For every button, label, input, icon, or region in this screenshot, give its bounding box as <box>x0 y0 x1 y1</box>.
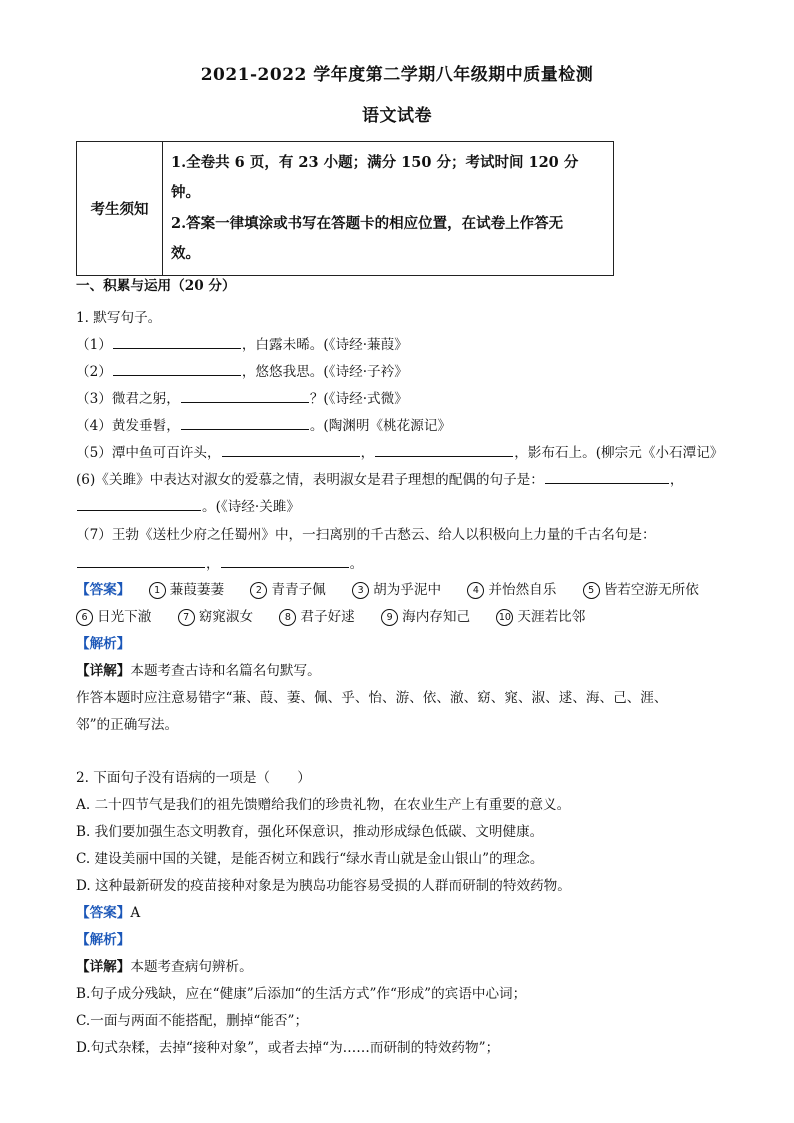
q1-l7b-mid: ， <box>206 556 220 572</box>
q1-l5-mid: ， <box>360 445 375 461</box>
answer-blank[interactable] <box>221 553 349 568</box>
q1-l2-text: ，悠悠我思。(《诗经·子衿》 <box>241 364 408 380</box>
circled-number-10: 10 <box>496 609 513 626</box>
notice-item-2b: 效。 <box>171 245 200 262</box>
answer-item-5: 5 皆若空游无所依 <box>583 582 699 598</box>
q1-line-1 <box>76 334 408 355</box>
q2-note-d: D.句式杂糅，去掉“接种对象”，或者去掉“为……而研制的特效药物”； <box>76 1040 500 1056</box>
answer-blank[interactable] <box>77 496 201 511</box>
answer-item-2: 2 青青子佩 <box>250 582 325 598</box>
q2-option-c: C. 建设美丽中国的关键，是能否树立和践行“绿水青山就是金山银山”的理念。 <box>76 851 544 867</box>
answer-item-4: 4 并怡然自乐 <box>467 582 556 598</box>
detail-text: 本题考查古诗和名篇名句默写。 <box>130 663 321 679</box>
q1-l6-text: ， <box>669 472 684 488</box>
circled-number-7: 7 <box>178 609 195 626</box>
q1-l1-num: （1） <box>76 337 112 353</box>
notice-table <box>76 141 614 276</box>
q1-l7b-text: 。 <box>349 556 364 572</box>
q2-analysis-label: 【解析】 <box>76 932 131 948</box>
answer-blank[interactable] <box>113 361 241 376</box>
q1-line-3 <box>76 388 408 409</box>
q2-stem: 2. 下面句子没有语病的一项是（ ） <box>76 770 311 786</box>
answer-item-3: 3 胡为乎泥中 <box>352 582 441 598</box>
q1-line-7b <box>76 553 363 574</box>
q1-l2-num: （2） <box>76 364 112 380</box>
q1-l3-text: ？(《诗经·式微》 <box>309 391 408 407</box>
q1-analysis-label: 【解析】 <box>76 636 131 652</box>
q1-l5-pre: （5）潭中鱼可百许头， <box>76 445 221 461</box>
circled-number-1: 1 <box>149 582 166 599</box>
notice-item-2a: 2.答案一律填涂或书写在答题卡的相应位置，在试卷上作答无 <box>171 214 564 232</box>
answer-blank[interactable] <box>113 334 241 349</box>
notice-item-1b: 钟。 <box>171 184 200 201</box>
q2-option-d: D. 这种最新研发的疫苗接种对象是为胰岛功能容易受损的人群而研制的特效药物。 <box>76 878 571 894</box>
q2-answer <box>76 903 140 923</box>
answer-item-6: 6 日光下澈 <box>76 609 151 625</box>
q2-note-c: C.一面与两面不能搭配，删掉“能否”； <box>76 1013 309 1029</box>
q2-answer-value: A <box>130 905 141 921</box>
q2-detail <box>76 957 253 977</box>
q1-l5-text: ，影布石上。(柳宗元《小石潭记》 <box>514 445 724 461</box>
notice-label: 考生须知 <box>77 142 163 276</box>
q1-line-6 <box>76 469 683 490</box>
answer-label: 【答案】 <box>76 582 131 598</box>
circled-number-9: 9 <box>381 609 398 626</box>
q1-l6-pre: (6)《关雎》中表达对淑女的爱慕之情，表明淑女是君子理想的配偶的句子是： <box>76 472 544 488</box>
exam-subtitle: 语文试卷 <box>362 106 432 126</box>
q1-l6b-text: 。(《诗经·关雎》 <box>202 499 300 515</box>
q1-l3-pre: （3）微君之躬， <box>76 391 180 407</box>
answer-blank[interactable] <box>181 388 309 403</box>
q1-l4-pre: （4）黄发垂髫， <box>76 418 180 434</box>
exam-title: 2021-2022 学年度第二学期八年级期中质量检测 <box>200 65 594 85</box>
answer-blank[interactable] <box>375 442 513 457</box>
answer-item-7: 7 窈窕淑女 <box>178 609 253 625</box>
answer-item-8: 8 君子好逑 <box>279 609 354 625</box>
answer-blank[interactable] <box>222 442 360 457</box>
answer-item-9: 9 海内存知己 <box>381 609 470 625</box>
q1-l4-text: 。(陶渊明《桃花源记》 <box>309 418 452 434</box>
q1-answer-row-1 <box>76 580 699 600</box>
answer-blank[interactable] <box>181 415 309 430</box>
q1-l1-text: ，白露未晞。(《诗经·蒹葭》 <box>241 337 408 353</box>
detail-label: 【详解】 <box>76 663 131 679</box>
q1-line-5 <box>76 442 723 463</box>
q1-line-6b <box>76 496 300 517</box>
q1-detail-note-b: 邻”的正确写法。 <box>76 717 179 733</box>
detail-label: 【详解】 <box>76 959 131 975</box>
circled-number-2: 2 <box>250 582 267 599</box>
answer-label: 【答案】 <box>76 905 131 921</box>
circled-number-6: 6 <box>76 609 93 626</box>
section-heading: 一、积累与运用（20 分） <box>76 278 236 294</box>
answer-item-1: 1 蒹葭萋萋 <box>149 582 224 598</box>
circled-number-3: 3 <box>352 582 369 599</box>
q1-line-4 <box>76 415 451 436</box>
q1-detail-note-a: 作答本题时应注意易错字“蒹、葭、萋、佩、乎、怡、游、依、澈、窈、窕、淑、逑、海、己、涯、 <box>76 690 668 706</box>
q1-line-2 <box>76 361 408 382</box>
q2-option-a: A. 二十四节气是我们的祖先馈赠给我们的珍贵礼物，在农业生产上有重要的意义。 <box>76 797 571 813</box>
q1-stem: 1. 默写句子。 <box>76 310 162 326</box>
detail-text: 本题考查病句辨析。 <box>130 959 253 975</box>
answer-blank[interactable] <box>545 469 669 484</box>
answer-blank[interactable] <box>77 553 205 568</box>
notice-content <box>163 142 614 276</box>
q2-note-b: B.句子成分残缺，应在“健康”后添加“的生活方式”作“形成”的宾语中心词； <box>76 986 527 1002</box>
circled-number-4: 4 <box>467 582 484 599</box>
q2-option-b: B. 我们要加强生态文明教育，强化环保意识，推动形成绿色低碳、文明健康。 <box>76 824 544 840</box>
q1-detail <box>76 661 321 681</box>
q1-line-7: （7）王勃《送杜少府之任蜀州》中，一扫离别的千古愁云、给人以积极向上力量的千古名句是： <box>76 527 656 543</box>
circled-number-8: 8 <box>279 609 296 626</box>
q1-answer-row-2 <box>76 607 585 627</box>
circled-number-5: 5 <box>583 582 600 599</box>
notice-item-1a: 1.全卷共 6 页，有 23 小题；满分 150 分；考试时间 120 分 <box>171 153 579 171</box>
answer-item-10: 10 天涯若比邻 <box>496 609 585 625</box>
